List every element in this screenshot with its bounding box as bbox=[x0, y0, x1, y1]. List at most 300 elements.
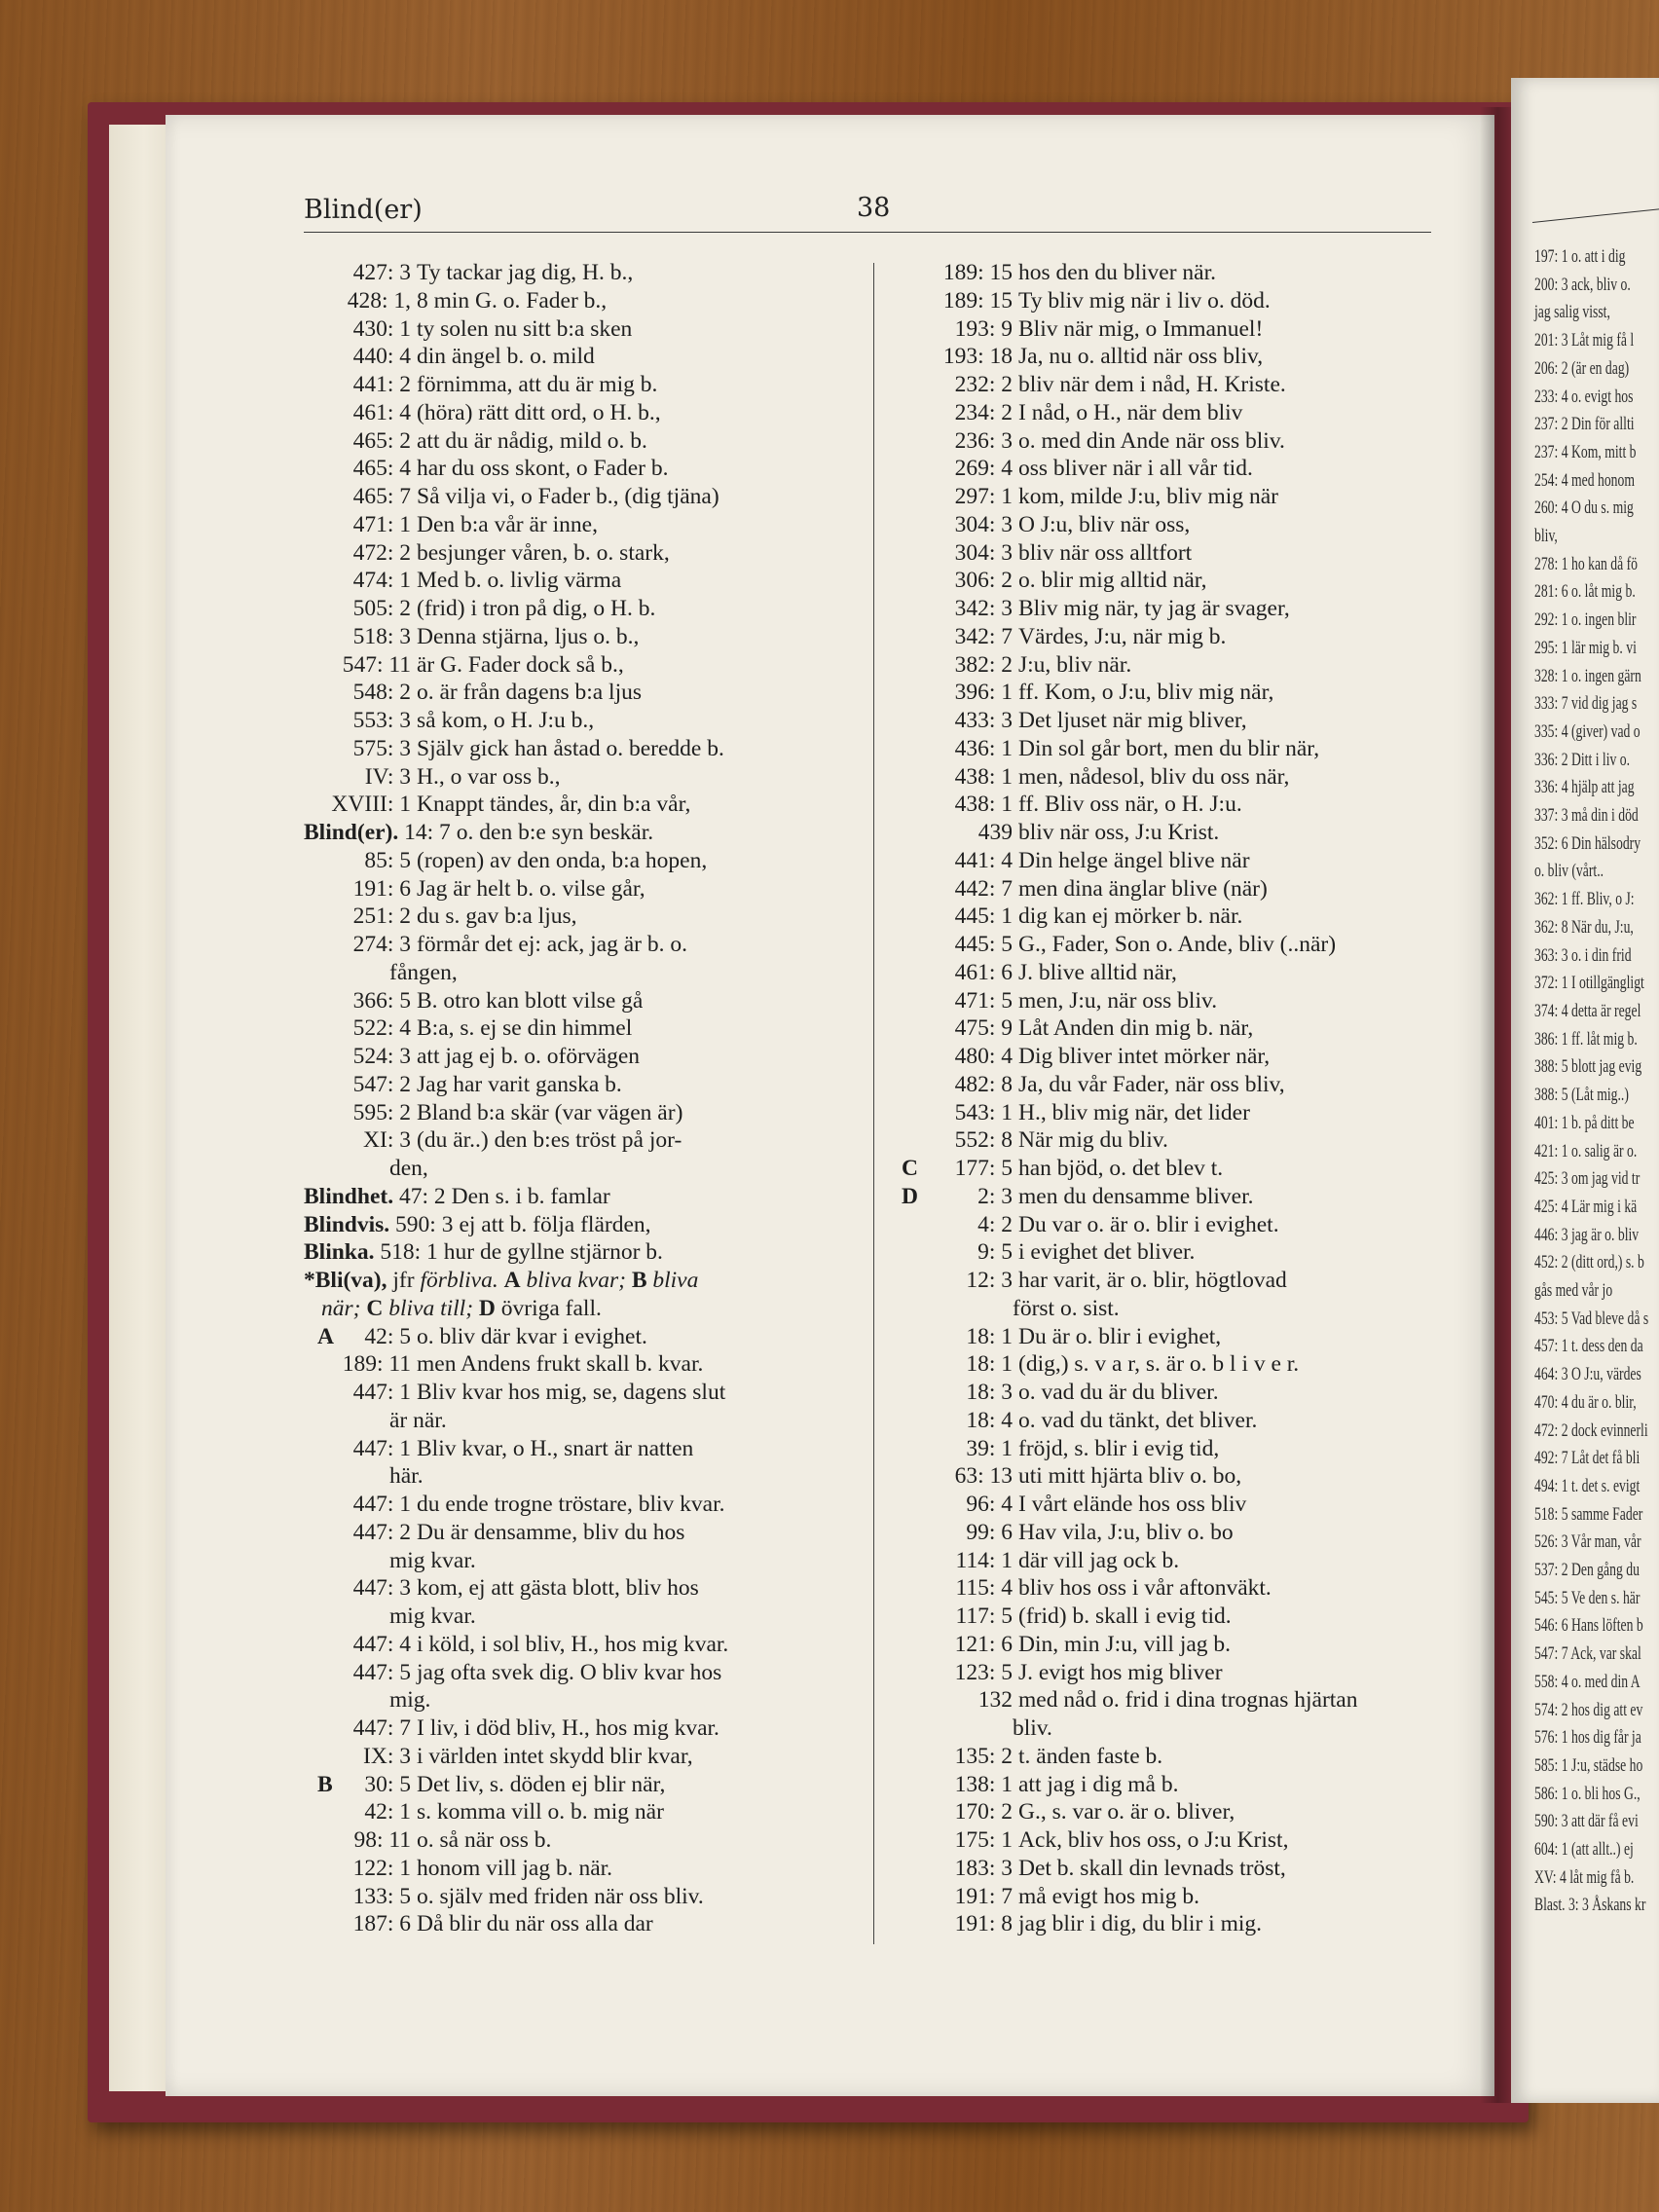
line-text: Hav vila, J:u, bliv o. bo bbox=[1018, 1519, 1234, 1545]
index-line bbox=[304, 791, 861, 819]
index-line bbox=[304, 819, 861, 847]
index-line bbox=[903, 875, 1434, 903]
line-text: jag ofta svek dig. O bliv kvar hos bbox=[417, 1659, 722, 1685]
right-page-line: 547: 7 Ack, var skal bbox=[1534, 1643, 1641, 1665]
index-line bbox=[304, 1155, 861, 1183]
line-text: Så vilja vi, o Fader b., (dig tjäna) bbox=[417, 484, 719, 509]
index-line bbox=[304, 1014, 861, 1043]
index-line bbox=[304, 1910, 861, 1938]
hymn-reference: 342: 3 bbox=[954, 596, 1013, 621]
hymn-reference: IX: 3 bbox=[363, 1743, 411, 1769]
hymn-reference: 553: 3 bbox=[352, 708, 411, 733]
index-line bbox=[903, 1659, 1434, 1687]
hymn-reference: 191: 7 bbox=[954, 1883, 1013, 1909]
line-text: o. vad du är du bliver. bbox=[1018, 1380, 1219, 1405]
right-page-line: 233: 4 o. evigt hos bbox=[1534, 386, 1634, 407]
index-line bbox=[304, 1519, 861, 1547]
line-text: Bliv kvar hos mig, se, dagens slut bbox=[417, 1380, 726, 1405]
index-line bbox=[304, 623, 861, 651]
index-line bbox=[304, 763, 861, 792]
hymn-reference: 193: 18 bbox=[942, 344, 1013, 370]
line-text: ff. Kom, o J:u, bliv mig när, bbox=[1018, 680, 1274, 706]
hymn-reference: 543: 1 bbox=[954, 1099, 1013, 1125]
line-text: du ende trogne tröstare, bliv kvar. bbox=[417, 1492, 725, 1517]
right-page-line: 574: 2 hos dig att ev bbox=[1534, 1699, 1643, 1720]
right-page-line: 537: 2 Den gång du bbox=[1534, 1560, 1640, 1581]
page-header bbox=[304, 193, 1431, 233]
right-page-line: 576: 1 hos dig får ja bbox=[1534, 1727, 1641, 1749]
index-line bbox=[903, 707, 1434, 735]
right-page-line: 237: 4 Kom, mitt b bbox=[1534, 441, 1637, 462]
headword: Blinka. bbox=[304, 1239, 375, 1266]
section-label: när; bbox=[321, 1295, 361, 1321]
index-line bbox=[903, 1211, 1434, 1239]
section-label: övriga fall. bbox=[500, 1295, 602, 1321]
line-text: besjunger våren, b. o. stark, bbox=[417, 539, 670, 566]
index-line bbox=[304, 455, 861, 483]
line-text: kom, milde J:u, bliv mig när bbox=[1018, 484, 1278, 509]
right-page-line: 545: 5 Ve den s. här bbox=[1534, 1587, 1641, 1608]
line-text: o. blir mig alltid när, bbox=[1018, 568, 1207, 594]
index-line bbox=[304, 651, 861, 680]
hymn-reference: 447: 1 bbox=[352, 1492, 411, 1517]
index-line bbox=[304, 1462, 861, 1491]
hymn-reference: 117: 5 bbox=[955, 1604, 1013, 1629]
line-text: Dig bliver intet mörker när, bbox=[1018, 1044, 1271, 1069]
index-line bbox=[304, 1631, 861, 1659]
index-line bbox=[903, 819, 1434, 847]
index-line bbox=[304, 1883, 861, 1911]
right-page-line: 237: 2 Din för allti bbox=[1534, 414, 1635, 435]
line-text: men, nådesol, bliv du oss när, bbox=[1018, 763, 1290, 790]
right-page-line: 446: 3 jag är o. bliv bbox=[1534, 1224, 1640, 1245]
index-line bbox=[903, 427, 1434, 456]
line-text: fröjd, s. blir i evig tid, bbox=[1018, 1435, 1220, 1461]
hymn-reference: 14: 7 bbox=[404, 820, 451, 845]
index-line bbox=[304, 1238, 861, 1267]
index-line bbox=[903, 959, 1434, 987]
section-letter: B bbox=[631, 1268, 647, 1293]
hymn-reference: 441: 2 bbox=[352, 372, 411, 397]
hymn-reference: 269: 4 bbox=[954, 456, 1013, 482]
index-line bbox=[903, 343, 1434, 371]
page-stack-edge bbox=[109, 125, 168, 2091]
index-line bbox=[304, 399, 861, 427]
reference-cell bbox=[903, 1183, 1013, 1211]
index-line bbox=[304, 1714, 861, 1743]
line-text: att du är nådig, mild o. b. bbox=[417, 427, 647, 454]
line-text: honom vill jag b. när. bbox=[417, 1855, 613, 1881]
line-text: (frid) b. skall i evig tid. bbox=[1018, 1604, 1232, 1629]
index-line bbox=[903, 511, 1434, 539]
line-text: dig kan ej mörker b. när. bbox=[1018, 903, 1243, 930]
index-line bbox=[903, 287, 1434, 315]
hymn-reference: 465: 7 bbox=[352, 484, 411, 509]
line-text: H., o var oss b., bbox=[417, 763, 561, 790]
line-text: Det b. skall din levnads tröst, bbox=[1018, 1855, 1286, 1881]
index-line bbox=[903, 1043, 1434, 1071]
hymn-reference: 85: 5 bbox=[364, 847, 411, 873]
line-text: i köld, i sol bliv, H., hos mig kvar. bbox=[417, 1631, 729, 1657]
hymn-reference: 42: 5 bbox=[364, 1323, 411, 1349]
hymn-reference: 18: 4 bbox=[966, 1407, 1013, 1433]
index-line bbox=[304, 1350, 861, 1379]
right-page-line: jag salig visst, bbox=[1534, 302, 1610, 323]
line-text: Bland b:a skär (var vägen är) bbox=[417, 1099, 683, 1125]
right-page-line: 372: 1 I otillgängligt bbox=[1534, 973, 1644, 994]
hymn-reference: 427: 3 bbox=[352, 260, 411, 285]
hymn-reference: 474: 1 bbox=[352, 568, 411, 594]
hymn-reference: 232: 2 bbox=[954, 372, 1013, 397]
hymn-reference: 18: 3 bbox=[966, 1380, 1013, 1405]
right-page-line: o. bliv (vårt.. bbox=[1534, 861, 1604, 882]
hymn-reference: 39: 1 bbox=[966, 1435, 1013, 1461]
line-text: Själv gick han åstad o. beredde b. bbox=[417, 735, 724, 761]
hymn-reference: 438: 1 bbox=[954, 763, 1013, 790]
hymn-reference: 575: 3 bbox=[352, 735, 411, 761]
line-text: (frid) i tron på dig, o H. b. bbox=[417, 596, 656, 621]
section-label: bliva bbox=[652, 1268, 699, 1293]
hymn-reference: 193: 9 bbox=[954, 315, 1013, 342]
hymn-reference: 471: 1 bbox=[352, 511, 411, 537]
hymn-reference: 518: 1 bbox=[380, 1239, 438, 1266]
line-text: så kom, o H. J:u b., bbox=[417, 708, 595, 733]
hymn-reference: 480: 4 bbox=[954, 1044, 1013, 1069]
hymn-reference: 524: 3 bbox=[352, 1044, 411, 1069]
index-line bbox=[903, 1407, 1434, 1435]
hymn-reference: 482: 8 bbox=[954, 1071, 1013, 1097]
headword: *Bli(va), bbox=[304, 1268, 387, 1293]
line-text: Jag är helt b. o. vilse går, bbox=[417, 875, 645, 902]
hymn-reference: 9: 5 bbox=[977, 1239, 1013, 1266]
section-label: bliva till; bbox=[388, 1295, 474, 1321]
hymn-reference: 475: 9 bbox=[954, 1015, 1013, 1042]
section-letter: C bbox=[902, 1156, 918, 1181]
line-text: oss bliver när i all vår tid. bbox=[1018, 456, 1253, 482]
right-page-line: 328: 1 o. ingen gärn bbox=[1534, 665, 1641, 686]
hymn-reference: 436: 1 bbox=[954, 735, 1013, 761]
index-line bbox=[903, 1491, 1434, 1519]
line-text: B. otro kan blott vilse gå bbox=[417, 987, 644, 1014]
line-text: du s. gav b:a ljus, bbox=[417, 903, 577, 930]
index-line bbox=[903, 847, 1434, 875]
hymn-reference: 445: 5 bbox=[954, 932, 1013, 957]
index-line bbox=[903, 763, 1434, 792]
index-line bbox=[304, 287, 861, 315]
line-text: o. så när oss b. bbox=[417, 1827, 552, 1853]
hymn-reference: 183: 3 bbox=[954, 1855, 1013, 1881]
hymn-reference: 96: 4 bbox=[966, 1492, 1013, 1517]
hymn-reference: 132 bbox=[977, 1687, 1013, 1714]
hymn-reference: 447: 5 bbox=[352, 1659, 411, 1685]
line-text: Din helge ängel blive när bbox=[1018, 847, 1250, 873]
line-text: Det liv, s. döden ej blir när, bbox=[417, 1771, 666, 1797]
right-page-line: 206: 2 (är en dag) bbox=[1534, 357, 1630, 379]
hymn-reference: 382: 2 bbox=[954, 651, 1013, 678]
line-text: o. själv med friden när oss bliv. bbox=[417, 1883, 704, 1909]
hymn-reference: 135: 2 bbox=[954, 1743, 1013, 1769]
index-line bbox=[304, 259, 861, 287]
index-line bbox=[903, 1435, 1434, 1463]
line-text: I liv, i död bliv, H., hos mig kvar. bbox=[417, 1715, 719, 1741]
line-text: bliv när oss alltfort bbox=[1018, 539, 1193, 566]
reference-cell bbox=[304, 1771, 411, 1799]
index-line bbox=[903, 1126, 1434, 1155]
index-line bbox=[304, 1855, 861, 1883]
hymn-reference: 518: 3 bbox=[352, 623, 411, 649]
index-line bbox=[304, 903, 861, 931]
index-line bbox=[903, 791, 1434, 819]
line-text: Denna stjärna, ljus o. b., bbox=[417, 623, 640, 649]
index-line bbox=[903, 259, 1434, 287]
index-line bbox=[903, 1686, 1434, 1714]
right-page-line: 604: 1 (att allt..) ej bbox=[1534, 1839, 1634, 1861]
reference-cell bbox=[903, 1155, 1013, 1183]
index-line bbox=[304, 987, 861, 1015]
index-line bbox=[304, 1099, 861, 1127]
right-page-line: 333: 7 vid dig jag s bbox=[1534, 693, 1638, 715]
hymn-reference: 505: 2 bbox=[352, 596, 411, 621]
line-text: Låt Anden din mig b. när, bbox=[1018, 1015, 1254, 1042]
index-line bbox=[304, 1435, 861, 1463]
hymn-reference: 187: 6 bbox=[352, 1911, 411, 1937]
line-text: (du är..) den b:es tröst på jor- bbox=[417, 1127, 682, 1154]
hymn-reference: 304: 3 bbox=[954, 539, 1013, 566]
index-line bbox=[903, 315, 1434, 344]
index-line bbox=[304, 1798, 861, 1826]
section-letter: A bbox=[317, 1323, 334, 1349]
column-divider bbox=[873, 263, 874, 1944]
line-text: kom, ej att gästa blott, bliv hos bbox=[417, 1575, 699, 1602]
index-line bbox=[304, 1547, 861, 1575]
hymn-reference: 522: 4 bbox=[352, 1015, 411, 1042]
right-page-line: 558: 4 o. med din A bbox=[1534, 1671, 1641, 1692]
line-text: Med b. o. livlig värma bbox=[417, 568, 622, 594]
right-page-line: 470: 4 du är o. blir, bbox=[1534, 1391, 1637, 1413]
continuation-text: bliv. bbox=[1013, 1715, 1052, 1741]
hymn-reference: 595: 2 bbox=[352, 1099, 411, 1125]
index-line bbox=[903, 1826, 1434, 1855]
line-text: G., s. var o. är o. bliver, bbox=[1018, 1799, 1235, 1825]
line-text: där vill jag ock b. bbox=[1018, 1547, 1180, 1573]
hymn-reference: 465: 2 bbox=[352, 427, 411, 454]
section-letter: D bbox=[478, 1295, 496, 1321]
line-text: Du är o. blir i evighet, bbox=[1018, 1323, 1222, 1349]
index-line bbox=[903, 1350, 1434, 1379]
index-line bbox=[903, 1155, 1434, 1183]
continuation-text: mig kvar. bbox=[389, 1604, 476, 1629]
index-line bbox=[304, 371, 861, 399]
index-line bbox=[903, 1183, 1434, 1211]
right-column bbox=[903, 259, 1434, 1938]
line-text: har varit, är o. blir, högtlovad bbox=[1018, 1268, 1287, 1293]
index-line bbox=[903, 679, 1434, 707]
hymn-reference: 133: 5 bbox=[352, 1883, 411, 1909]
line-text: Jag har varit ganska b. bbox=[417, 1071, 622, 1097]
hymn-reference: 447: 4 bbox=[352, 1631, 411, 1657]
line-text: B:a, s. ej se din himmel bbox=[417, 1015, 633, 1042]
line-text: Den b:a vår är inne, bbox=[417, 511, 598, 537]
continuation-text: mig. bbox=[389, 1687, 431, 1714]
index-line bbox=[903, 567, 1434, 595]
index-line bbox=[903, 1267, 1434, 1295]
hymn-reference: 471: 5 bbox=[954, 987, 1013, 1014]
hymn-reference: 123: 5 bbox=[954, 1659, 1013, 1685]
right-page-line: 586: 1 o. bli hos G., bbox=[1534, 1783, 1641, 1804]
hymn-reference: 447: 7 bbox=[352, 1715, 411, 1741]
line-text: När mig du bliv. bbox=[1018, 1127, 1168, 1154]
hymn-reference: 547: 2 bbox=[352, 1071, 411, 1097]
line-text: Ack, bliv hos oss, o J:u Krist, bbox=[1018, 1827, 1289, 1853]
right-page-line: 362: 8 När du, J:u, bbox=[1534, 916, 1634, 938]
hymn-reference: 552: 8 bbox=[954, 1127, 1013, 1154]
line-text: J:u, bliv när. bbox=[1018, 651, 1132, 678]
index-line bbox=[903, 1631, 1434, 1659]
line-text: o. den b:e syn beskär. bbox=[456, 820, 654, 845]
hymn-reference: 98: 11 bbox=[353, 1827, 411, 1853]
index-line bbox=[304, 511, 861, 539]
index-line bbox=[304, 1295, 861, 1323]
right-page-line: 336: 4 hjälp att jag bbox=[1534, 777, 1635, 798]
index-line bbox=[304, 1659, 861, 1687]
right-page-line: 453: 5 Vad bleve då s bbox=[1534, 1308, 1649, 1329]
right-page-line: 421: 1 o. salig är o. bbox=[1534, 1140, 1638, 1161]
hymn-reference: 447: 3 bbox=[352, 1575, 411, 1602]
right-page-line: bliv, bbox=[1534, 526, 1558, 547]
line-text: o. med din Ande när oss bliv. bbox=[1018, 427, 1285, 454]
hymn-reference: 442: 7 bbox=[954, 875, 1013, 902]
hymn-reference: 447: 1 bbox=[352, 1380, 411, 1405]
headword: Blind(er). bbox=[304, 820, 399, 845]
hymn-reference: 121: 6 bbox=[954, 1631, 1013, 1657]
right-page-line: Blast. 3: 3 Åskans kr bbox=[1534, 1895, 1646, 1916]
index-line bbox=[304, 931, 861, 959]
right-page-line: 260: 4 O du s. mig bbox=[1534, 498, 1634, 519]
right-page-header-rule bbox=[1532, 203, 1659, 223]
line-text: (ropen) av den onda, b:a hopen, bbox=[417, 847, 708, 873]
right-page-line: XV: 4 låt mig få b. bbox=[1534, 1866, 1635, 1888]
continuation-text: först o. sist. bbox=[1013, 1295, 1120, 1321]
line-text: o. vad du tänkt, det bliver. bbox=[1018, 1407, 1258, 1433]
index-line bbox=[903, 1295, 1434, 1323]
line-text: Ja, du vår Fader, när oss bliv, bbox=[1018, 1071, 1285, 1097]
cross-ref: förbliva. bbox=[420, 1268, 498, 1293]
index-line bbox=[903, 1379, 1434, 1407]
right-page-line: 472: 2 dock evinnerli bbox=[1534, 1419, 1648, 1441]
right-page-line: 526: 3 Vår man, vår bbox=[1534, 1531, 1641, 1553]
index-line bbox=[903, 595, 1434, 623]
line-text: men dina änglar blive (när) bbox=[1018, 875, 1268, 902]
right-page-line: 337: 3 må din i död bbox=[1534, 805, 1639, 827]
index-line bbox=[903, 1574, 1434, 1603]
right-page-line: 388: 5 blott jag evig bbox=[1534, 1056, 1642, 1078]
index-line bbox=[903, 1771, 1434, 1799]
index-line bbox=[304, 1323, 861, 1351]
index-line bbox=[903, 1547, 1434, 1575]
continuation-text: fången, bbox=[389, 959, 458, 985]
hymn-reference: 191: 8 bbox=[954, 1911, 1013, 1937]
hymn-reference: 122: 1 bbox=[352, 1855, 411, 1881]
index-line bbox=[903, 1519, 1434, 1547]
index-line bbox=[903, 1798, 1434, 1826]
hymn-reference: 461: 6 bbox=[954, 959, 1013, 985]
index-line bbox=[903, 455, 1434, 483]
line-text: Bliv kvar, o H., snart är natten bbox=[417, 1435, 694, 1461]
hymn-reference: 465: 4 bbox=[352, 456, 411, 482]
section-letter: A bbox=[503, 1268, 521, 1293]
hymn-reference: 177: 5 bbox=[954, 1156, 1013, 1181]
index-line bbox=[304, 959, 861, 987]
hymn-reference: 438: 1 bbox=[954, 792, 1013, 818]
hymn-reference: 115: 4 bbox=[955, 1575, 1013, 1602]
index-line bbox=[903, 1099, 1434, 1127]
right-page-line: 518: 5 samme Fader bbox=[1534, 1503, 1643, 1525]
line-text: har du oss skont, o Fader b. bbox=[417, 456, 669, 482]
line-text: Ty tackar jag dig, H. b., bbox=[417, 260, 634, 285]
hymn-reference: 342: 7 bbox=[954, 623, 1013, 649]
index-line bbox=[304, 735, 861, 763]
line-text: hos den du bliver när. bbox=[1018, 260, 1216, 285]
line-text: hur de gyllne stjärnor b. bbox=[443, 1239, 663, 1266]
right-page-line: 352: 6 Din hälsodry bbox=[1534, 832, 1641, 854]
index-line bbox=[304, 1071, 861, 1099]
index-line bbox=[903, 903, 1434, 931]
hymn-reference: XVIII: 1 bbox=[331, 792, 411, 818]
line-text: Ja, nu o. alltid när oss bliv, bbox=[1018, 344, 1264, 370]
continuation-text: här. bbox=[389, 1463, 424, 1490]
line-text: I nåd, o H., när dem bliv bbox=[1018, 399, 1243, 425]
index-line bbox=[304, 1491, 861, 1519]
hymn-reference: 251: 2 bbox=[352, 903, 411, 930]
right-page-text bbox=[1534, 243, 1653, 1920]
line-text: J. evigt hos mig bliver bbox=[1018, 1659, 1223, 1685]
line-text: bliv när dem i nåd, H. Kriste. bbox=[1018, 372, 1286, 397]
line-text: uti mitt hjärta bliv o. bo, bbox=[1018, 1463, 1242, 1490]
hymn-reference: 2: 3 bbox=[977, 1183, 1013, 1209]
index-line bbox=[304, 483, 861, 511]
line-text: s. komma vill o. b. mig när bbox=[417, 1799, 664, 1825]
hymn-reference: 440: 4 bbox=[352, 344, 411, 370]
hymn-reference: 189: 15 bbox=[942, 287, 1013, 313]
hymn-reference: 547: 11 bbox=[342, 651, 411, 678]
hymn-reference: 63: 13 bbox=[954, 1463, 1013, 1490]
right-page-line: 401: 1 b. på ditt be bbox=[1534, 1112, 1635, 1133]
hymn-reference: 447: 1 bbox=[352, 1435, 411, 1461]
right-page-line: 201: 3 Låt mig få l bbox=[1534, 330, 1635, 351]
index-line bbox=[304, 1267, 861, 1295]
line-text: Du var o. är o. blir i evighet. bbox=[1018, 1211, 1279, 1237]
hymn-reference: 18: 1 bbox=[966, 1351, 1013, 1378]
line-text: o. bliv där kvar i evighet. bbox=[417, 1323, 647, 1349]
index-line bbox=[903, 1603, 1434, 1631]
line-text: Då blir du när oss alla dar bbox=[417, 1911, 653, 1937]
line-text: (dig,) s. v a r, s. är o. b l i v e r. bbox=[1018, 1351, 1300, 1378]
line-text: Den s. i b. famlar bbox=[451, 1183, 610, 1209]
hymn-reference: 189: 11 bbox=[342, 1351, 411, 1378]
line-text: O J:u, bliv när oss, bbox=[1018, 511, 1191, 537]
hymn-reference: 99: 6 bbox=[966, 1519, 1013, 1545]
index-line bbox=[903, 1014, 1434, 1043]
line-text: men du densamme bliver. bbox=[1018, 1183, 1254, 1209]
index-line bbox=[903, 399, 1434, 427]
hymn-reference: 175: 1 bbox=[954, 1827, 1013, 1853]
index-line bbox=[304, 1603, 861, 1631]
hymn-reference: 548: 2 bbox=[352, 680, 411, 706]
line-text: i världen intet skydd blir kvar, bbox=[417, 1743, 693, 1769]
line-text: ej att b. följa flärden, bbox=[459, 1211, 651, 1237]
right-page-line: 386: 1 ff. låt mig b. bbox=[1534, 1028, 1638, 1050]
right-page-line: 362: 1 ff. Bliv, o J: bbox=[1534, 889, 1635, 910]
